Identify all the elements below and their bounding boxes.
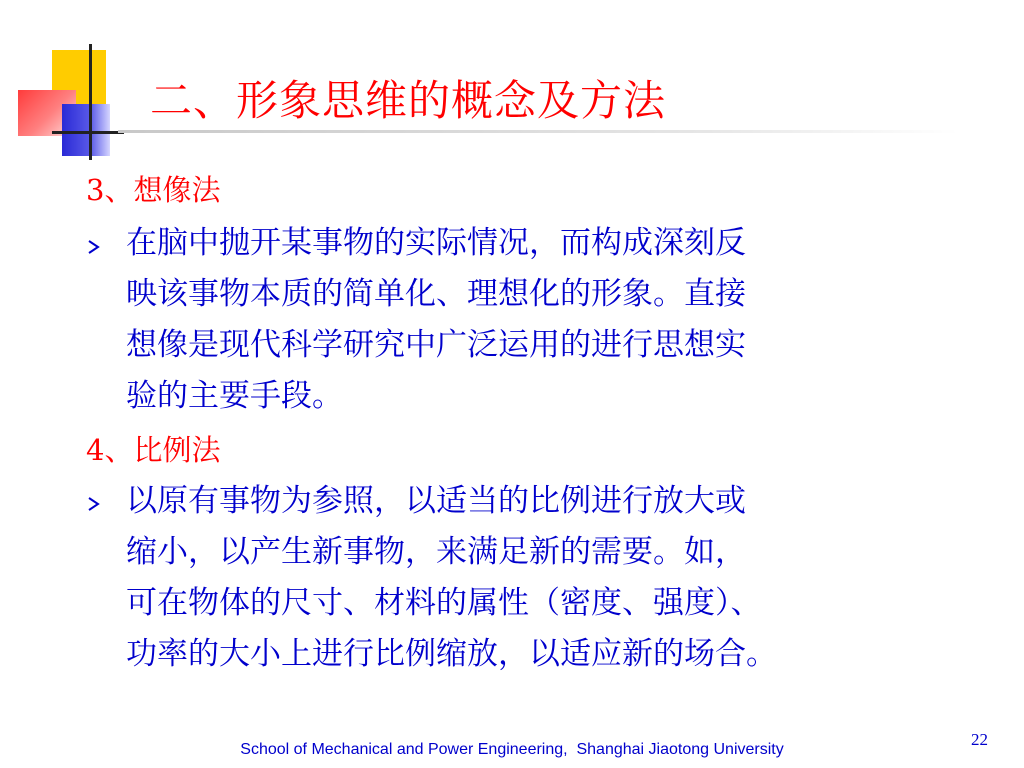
bullet-line: 缩小，以产生新事物，来满足新的需要。如， bbox=[126, 534, 746, 570]
section-heading-imagination: 3、想像法 bbox=[86, 173, 221, 207]
bullet-line: 功率的大小上进行比例缩放，以适应新的场合。 bbox=[126, 636, 777, 672]
section-heading-proportion: 4、比例法 bbox=[86, 433, 221, 467]
arrow-bullet-icon bbox=[88, 240, 102, 254]
decor-vertical-line bbox=[89, 44, 92, 160]
bullet-text-imagination bbox=[126, 218, 956, 422]
bullet-line: 验的主要手段。 bbox=[126, 378, 343, 414]
footer-institution: School of Mechanical and Power Engineering, Shanghai Jiaotong University bbox=[240, 741, 784, 758]
bullet-line: 映该事物本质的简单化、理想化的形象。直接 bbox=[126, 276, 746, 312]
bullet-line: 在脑中抛开某事物的实际情况，而构成深刻反 bbox=[126, 225, 746, 261]
bullet-line: 想像是现代科学研究中广泛运用的进行思想实 bbox=[126, 327, 746, 363]
decor-blue-square bbox=[62, 104, 110, 156]
bullet-text-proportion bbox=[126, 476, 956, 680]
title-underline-rule bbox=[118, 130, 958, 133]
slide-title: 二、形象思维的概念及方法 bbox=[150, 76, 667, 125]
bullet-line: 以原有事物为参照，以适当的比例进行放大或 bbox=[126, 483, 746, 519]
page-number: 22 bbox=[971, 730, 988, 749]
decor-horizontal-line bbox=[52, 131, 124, 134]
arrow-bullet-icon bbox=[88, 497, 102, 511]
bullet-line: 可在物体的尺寸、材料的属性（密度、强度）、 bbox=[126, 585, 762, 621]
